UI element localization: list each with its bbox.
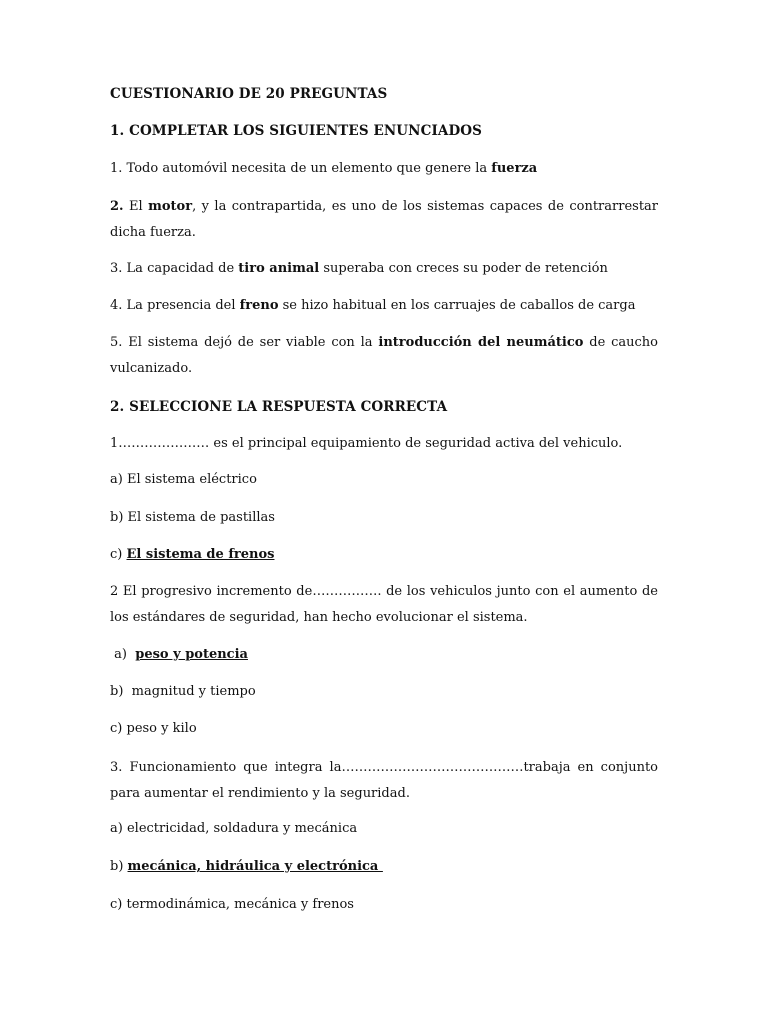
document-title: CUESTIONARIO DE 20 PREGUNTAS [110, 86, 388, 102]
question-1-option-b: b) El sistema de pastillas [110, 510, 275, 525]
section1-item-5: 5. El sistema dejó de ser viable con la introducción del neumático de caucho vulcanizado. [110, 335, 658, 376]
section1-item-1: 1. Todo automóvil necesita de un elemento que genere la fuerza [110, 161, 538, 176]
question-2-option-c: c) peso y kilo [110, 721, 197, 736]
section1-item-3: 3. La capacidad de tiro animal superaba con creces su poder de retención [110, 261, 608, 276]
question-2-option-a: a) peso y potencia [110, 647, 248, 662]
section1-heading: 1. COMPLETAR LOS SIGUIENTES ENUNCIADOS [110, 123, 482, 139]
correct-answer: mecánica, hidráulica y electrónica [127, 859, 383, 874]
question-3-option-c: c) termodinámica, mecánica y frenos [110, 897, 354, 912]
question-1-option-c: c) El sistema de frenos [110, 547, 275, 562]
question-1-text: 1………………… es el principal equipamiento de seguridad activa del vehiculo. [110, 436, 623, 451]
question-3-text: 3. Funcionamiento que integra la……………………………………trabaja en conjunto para aumentar el rendimiento y la seguridad. [110, 760, 658, 801]
section2-heading: 2. SELECCIONE LA RESPUESTA CORRECTA [110, 399, 448, 415]
question-1-option-a: a) El sistema eléctrico [110, 472, 257, 487]
section1-item-2: 2. El motor, y la contrapartida, es uno de los sistemas capaces de contrarrestar dicha fuerza. [110, 199, 659, 240]
correct-answer: peso y potencia [135, 647, 248, 662]
question-2-text: 2 El progresivo incremento de……………. de los vehiculos junto con el aumento de los estándares de seguridad, han hecho evolucionar el sistema. [110, 584, 658, 625]
correct-answer: El sistema de frenos [126, 547, 275, 562]
question-2-option-b: b) magnitud y tiempo [110, 684, 256, 699]
question-3-option-b: b) mecánica, hidráulica y electrónica [110, 859, 383, 874]
question-3-option-a: a) electricidad, soldadura y mecánica [110, 821, 358, 836]
section1-item-4: 4. La presencia del freno se hizo habitual en los carruajes de caballos de carga [110, 298, 636, 313]
